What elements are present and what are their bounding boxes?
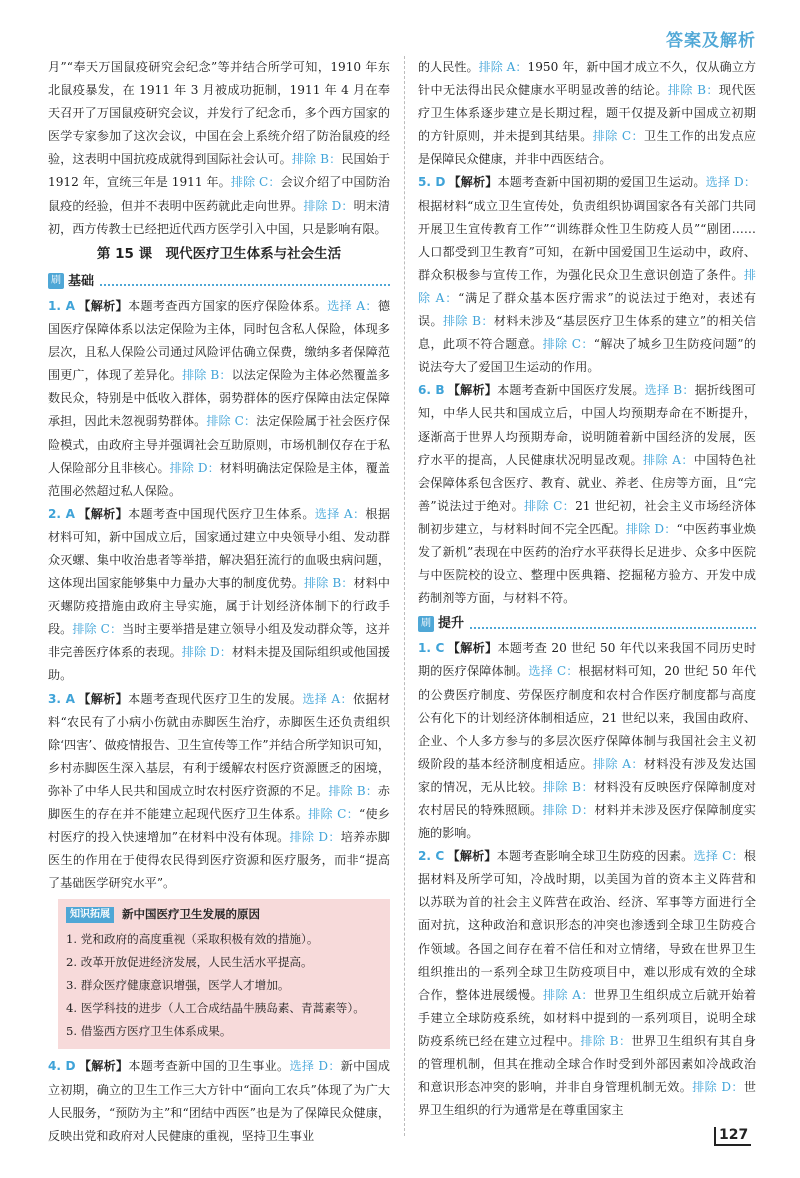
explanation-text: 赤脚医生的存在并不能建立起现代医疗卫生体系。 xyxy=(48,783,390,821)
answer-q6 xyxy=(418,379,756,610)
knowledge-item: 4. 医学科技的进步（人工合成结晶牛胰岛素、青蒿素等）。 xyxy=(66,1001,365,1016)
explanation-text: “满足了群众基本医疗需求”的说法过于绝对，表述有误。 xyxy=(418,290,757,329)
explanation-text: 根据材料及所学可知，冷战时期，以美国为首的资本主义阵营和以苏联为首的社会主义阵营在政治、经济、军事等方面进行全面对抗，这种政治和意识形态的冲突也渗透到全球卫生防疫合作领域。各国之间存在着不信任和对立情绪，导致在世界卫生组织推出的一系列全球卫生防疫项目中，难以形成有效的全球合作，整体进展缓慢。 xyxy=(418,849,756,1002)
explanation-text: 以法定保险为主体必然覆盖多数民众，特别是中低收入群体，弱势群体的医疗保障由法定保障承担，因此未忽视弱势群体。 xyxy=(48,368,390,429)
question-number: 5. D xyxy=(418,175,446,190)
page-number: 127 xyxy=(714,1127,751,1146)
explanation-text: 明末清初，西方传教士已经把近代西方医学引入中国，只是影响有限。 xyxy=(48,198,390,236)
explanation-text: 据折线图可知，中华人民共和国成立后，中国人均预期寿命在不断提升，逐渐高于世界人均预期寿命，说明随着新中国经济的发展，医疗水平的提高，人民健康状况明显改观。 xyxy=(418,383,756,467)
option-marker: 排除 B： xyxy=(291,152,342,167)
option-marker: 排除 B： xyxy=(667,83,719,98)
option-marker: 排除 D： xyxy=(181,645,232,660)
answer-q5 xyxy=(418,171,756,379)
explanation-text: 现代医疗卫生体系逐步建立是长期过程，题干仅提及新中国成立初期的方针原则，并未提到其结果。 xyxy=(418,83,756,144)
option-marker: 排除 D： xyxy=(169,460,220,475)
explanation-text: 21 世纪初，社会主义市场经济体制初步建立，与材料时间不完全匹配。 xyxy=(418,498,757,536)
option-marker: 排除 B： xyxy=(442,314,494,329)
option-marker: 排除 D： xyxy=(625,521,677,536)
explanation-text: 本题考查现代医疗卫生的发展。 xyxy=(128,691,303,706)
analysis-label: 【解析】 xyxy=(77,691,129,706)
knowledge-title: 新中国医疗卫生发展的原因 xyxy=(122,907,260,922)
explanation-text: 世界卫生组织成立后就开始着手建立全球防疫系统，如材料中提到的一系列项目，说明全球防疫系统已经在建立过程中。 xyxy=(418,987,756,1048)
question-number: 1. A xyxy=(48,298,75,313)
explanation-text: 本题考查西方国家的医疗保险体系。 xyxy=(128,298,328,313)
q4-continuation xyxy=(418,56,756,171)
option-marker: 排除 A： xyxy=(643,452,694,467)
answer-q2 xyxy=(48,503,390,688)
explanation-text: 本题考查 20 世纪 50 年代以来我国不同历史时期的医疗保障体制。 xyxy=(418,641,756,679)
option-marker: 排除 C： xyxy=(308,807,360,821)
explanation-text: 材料明确法定保险是主体，覆盖范围必然超过私人保险。 xyxy=(48,460,390,498)
option-marker: 排除 B： xyxy=(304,576,354,591)
explanation-text: 材料未涉及“基层医疗卫生体系的建立”的相关信息，此项不符合题意。 xyxy=(418,314,756,352)
knowledge-tag: 知识拓展 xyxy=(66,907,114,923)
explanation-text: 德国医疗保障体系以法定保险为主体，同时包含私人保险，体现多层次，且私人保险公司通过风险评估确立保费，缴纳多者保障范围更广，体现了差异化。 xyxy=(48,298,390,383)
explanation-text: 本题考查新中国的卫生事业。 xyxy=(128,1059,290,1074)
option-marker: 排除 C： xyxy=(524,498,576,513)
column-divider xyxy=(404,56,405,1136)
knowledge-item: 1. 党和政府的高度重视（采取积极有效的措施）。 xyxy=(66,932,319,947)
explanation-text: 依据材料“农民有了小病小伤就由赤脚医生治疗，赤脚医生还负责组织除‘四害’、做疫情报告、卫生宣传等工作”并结合所学知识可知，乡村赤脚医生深入基层，有利于缓解农村医疗资源匮乏的困境，弥补了中华人民共和国成立时农村医疗资源的不足。 xyxy=(48,691,390,798)
explanation-text: 本题考查新中国医疗发展。 xyxy=(497,383,645,398)
explanation-text: 中国特色社会保障体系包含医疗、教育、就业、养老、住房等方面，且“完善”说法过于绝对。 xyxy=(418,452,756,513)
explanation-text: 本题考查新中国初期的爱国卫生运动。 xyxy=(497,175,706,190)
explanation-text: 根据材料可知，20 世纪 50 年代的公费医疗制度、劳保医疗制度和农村合作医疗制度都与高度公有化下的计划经济体制相适应，21 世纪以来，我国由政府、企业、个人多方参与的多层次医疗保障体制与我国社会主义初级阶段的基本经济制度相适应。 xyxy=(418,664,756,771)
option-marker: 排除 D： xyxy=(303,198,354,213)
answer-q1 xyxy=(48,295,390,503)
intro-paragraph xyxy=(48,56,390,241)
question-number: 4. D xyxy=(48,1059,76,1074)
analysis-label: 【解析】 xyxy=(77,506,129,521)
option-marker: 排除 B： xyxy=(580,1033,632,1048)
knowledge-item: 5. 借鉴西方医疗卫生体系成果。 xyxy=(66,1024,232,1039)
explanation-text: 材料没有反映医疗保障制度对农村居民的特殊照顾。 xyxy=(418,779,756,817)
option-marker: 排除 B： xyxy=(182,368,232,383)
knowledge-item: 3. 群众医疗健康意识增强，医学人才增加。 xyxy=(66,978,290,993)
option-marker: 排除 D： xyxy=(542,803,595,817)
left-column xyxy=(48,56,390,1148)
explanation-text: 世界卫生组织的行为通常是在尊重国家主 xyxy=(418,1080,756,1118)
answer-q3 xyxy=(48,688,390,896)
option-marker: 选择 A： xyxy=(314,506,366,521)
question-number: 2. A xyxy=(48,506,75,521)
option-marker: 排除 C： xyxy=(230,175,281,190)
explanation-text: 民国始于 1912 年，宣统三年是 1911 年。 xyxy=(48,152,390,190)
option-marker: 排除 D： xyxy=(289,830,341,845)
explanation-text: 材料并未涉及医疗保障制度实施的影响。 xyxy=(418,803,756,841)
option-marker: 选择 D： xyxy=(289,1059,341,1074)
explanation-text: 培养赤脚医生的作用在于使得农民得到医疗资源和医疗服务，而非“提高了基础医学研究水平”。 xyxy=(48,830,390,891)
option-marker: 选择 C： xyxy=(528,664,579,679)
answer-p2 xyxy=(418,845,756,1122)
question-number: 3. A xyxy=(48,691,75,706)
answer-p1 xyxy=(418,637,756,845)
section-advanced xyxy=(418,612,756,635)
page-header: 答案及解析 xyxy=(666,31,756,51)
knowledge-box xyxy=(58,899,390,1049)
question-number: 6. B xyxy=(418,383,445,398)
dotted-rule xyxy=(100,276,390,286)
explanation-text: “使乡村医疗的投入快速增加”在材料中没有体现。 xyxy=(48,807,390,845)
analysis-label: 【解析】 xyxy=(447,383,498,398)
explanation-text: 材料没有涉及发达国家的情况，无从比较。 xyxy=(418,756,756,794)
explanation-text: “解决了城乡卫生防疫问题”的说法夸大了爱国卫生运动的作用。 xyxy=(418,337,756,375)
analysis-label: 【解析】 xyxy=(77,298,129,313)
section-title: 基础 xyxy=(68,273,95,289)
explanation-text: 本题考查影响全球卫生防疫的因素。 xyxy=(496,849,694,864)
explanation-text: 根据材料“成立卫生宣传处，负责组织协调国家各有关部门共同开展卫生宣传教育工作”“训练群众性卫生防疫人员”“剧团……人口都受到卫生教育”可知，在新中国爱国卫生运动中，政府、群众积极参与宣传工作，为强化民众卫生意识创造了条件。 xyxy=(418,198,756,282)
explanation-text: 新中国成立初期，确立的卫生工作三大方针中“面向工农兵”体现了为广大人民服务，“预防为主”和“团结中西医”也是为了保障民众健康，反映出党和政府对人民健康的重视，坚持卫生事业 xyxy=(48,1059,390,1143)
explanation-text: 卫生工作的出发点应是保障民众健康，并非中西医结合。 xyxy=(418,129,756,167)
explanation-text: 会议介绍了中国防治鼠疫的经验，但并不表明中医药就此走向世界。 xyxy=(48,175,390,213)
option-marker: 排除 B： xyxy=(328,783,378,798)
option-marker: 选择 C： xyxy=(693,849,744,864)
section-badge: 刷 xyxy=(418,616,434,632)
section-title: 提升 xyxy=(438,616,465,632)
explanation-text: 的人民性。 xyxy=(418,60,479,74)
section-badge: 刷 xyxy=(48,273,64,289)
question-number: 2. C xyxy=(418,849,445,864)
dotted-rule xyxy=(470,619,756,629)
analysis-label: 【解析】 xyxy=(447,641,498,656)
knowledge-item: 2. 改革开放促进经济发展，人民生活水平提高。 xyxy=(66,955,313,970)
option-marker: 排除 C： xyxy=(592,129,645,144)
explanation-text: 本题考查中国现代医疗卫生体系。 xyxy=(128,506,315,521)
option-marker: 选择 D： xyxy=(705,175,756,190)
explanation-text: 根据材料可知，新中国成立后，国家通过建立中央领导小组、发动群众灭螺、集中收治患者等举措，解决猖狂流行的血吸虫病问题，这体现出国家能够集中力量办大事的制度优势。 xyxy=(48,506,390,591)
option-marker: 选择 A： xyxy=(302,691,353,706)
explanation-text: 世界卫生组织有其自身的管理机制，但其在推动全球合作时受到外部因素如冷战政治和意识形态冲突的影响，并非自身管理机制无效。 xyxy=(418,1033,756,1095)
option-marker: 排除 C： xyxy=(72,622,123,637)
right-column xyxy=(418,56,756,1122)
option-marker: 排除 B： xyxy=(542,779,594,794)
option-marker: 排除 A： xyxy=(478,60,528,74)
option-marker: 排除 A： xyxy=(593,756,644,771)
question-number: 1. C xyxy=(418,641,445,656)
option-marker: 排除 C： xyxy=(206,414,257,429)
explanation-text: “中医药事业焕发了新机”表现在中医药的治疗水平获得长足进步、众多中医院与中医院校的设立、整理中医典籍、挖掘秘方验方、开发中成药制剂等方面，与材料不符。 xyxy=(418,521,756,606)
explanation-text: 材料中灭螺防疫措施由政府主导实施，属于计划经济体制下的行政手段。 xyxy=(48,576,390,637)
analysis-label: 【解析】 xyxy=(78,1059,129,1074)
answer-q4 xyxy=(48,1055,390,1147)
option-marker: 排除 C： xyxy=(542,337,594,352)
explanation-text: 材料未提及国际组织或他国援助。 xyxy=(48,645,390,683)
option-marker: 排除 D： xyxy=(692,1080,744,1095)
knowledge-list xyxy=(66,928,382,1043)
option-marker: 选择 A： xyxy=(327,298,378,313)
section-basic xyxy=(48,270,390,293)
lesson-title: 第 15 课 现代医疗卫生体系与社会生活 xyxy=(96,245,342,262)
option-marker: 排除 A： xyxy=(418,267,756,305)
explanation-text: 法定保险属于社会医疗保险模式，由政府主导并强调社会互助原则，市场机制仅存在于私人保险部分且非核心。 xyxy=(48,414,390,475)
explanation-text: 1950 年，新中国才成立不久，仅从确立方针中无法得出民众健康水平明显改善的结论。 xyxy=(418,60,756,98)
analysis-label: 【解析】 xyxy=(447,849,497,864)
explanation-text: 当时主要举措是建立领导小组及发动群众等，这并非完善医疗体系的表现。 xyxy=(48,622,390,660)
explanation-text: 月”“奉天万国鼠疫研究会纪念”等并结合所学可知，1910 年东北鼠疫暴发，在 1911 年 3 月被成功扼制，1911 年 4 月在奉天召开了万国鼠疫研究会议，并发行了纪念币，多个西方国家的医学专家参加了这次会议，中国在会上系统介绍了防治鼠疫的经验，这表明中国抗疫成就得到国际社会认可。 xyxy=(48,60,390,167)
option-marker: 选择 B： xyxy=(644,383,695,398)
option-marker: 排除 A： xyxy=(543,987,594,1002)
analysis-label: 【解析】 xyxy=(448,175,498,190)
